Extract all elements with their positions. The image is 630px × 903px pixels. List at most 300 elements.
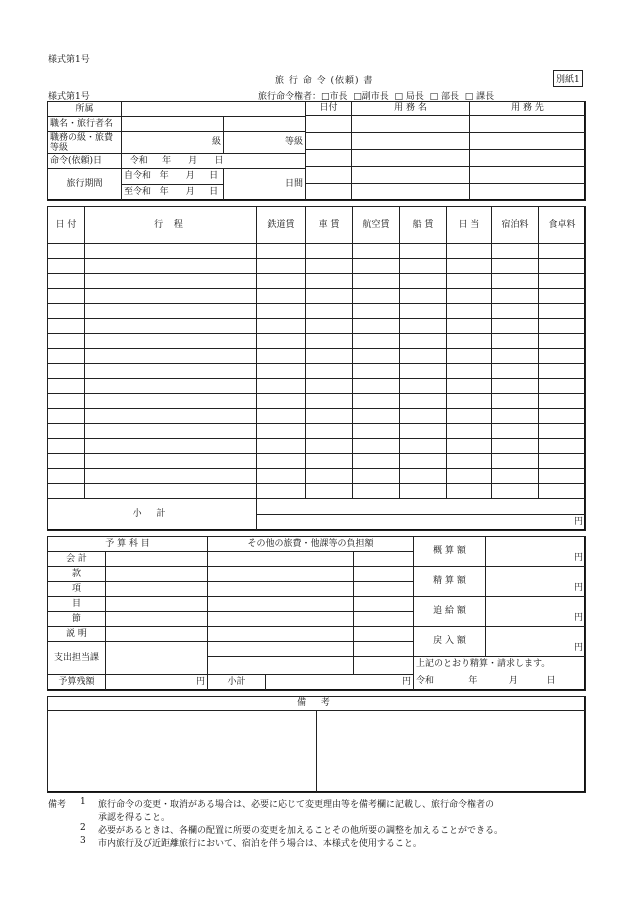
other-subtotal-label: 小計: [208, 675, 266, 691]
itinerary-row: [48, 394, 586, 409]
claim-year: 年: [468, 675, 478, 686]
itinerary-cell[interactable]: [257, 304, 306, 319]
business-table: [305, 101, 586, 201]
itinerary-cell[interactable]: [306, 304, 353, 319]
itinerary-cell[interactable]: [447, 244, 492, 259]
to-text: 至令和: [124, 187, 152, 197]
itinerary-cell[interactable]: [85, 289, 257, 304]
itinerary-cell[interactable]: [447, 394, 492, 409]
itinerary-cell[interactable]: [306, 409, 353, 424]
col-car: 車 賃: [306, 207, 353, 244]
other-amount[interactable]: [354, 612, 414, 627]
itinerary-cell[interactable]: [539, 439, 586, 454]
business-cell[interactable]: [470, 150, 586, 167]
other-field[interactable]: [208, 552, 354, 567]
budget-row-label: 目: [48, 597, 106, 612]
claim-reiwa: 令和: [416, 675, 435, 686]
itinerary-cell[interactable]: [447, 289, 492, 304]
itinerary-cell[interactable]: [353, 409, 400, 424]
itinerary-cell[interactable]: [85, 409, 257, 424]
amount-label: 概 算 額: [414, 537, 486, 567]
itinerary-cell[interactable]: [492, 469, 539, 484]
itinerary-cell[interactable]: [400, 289, 447, 304]
affiliation-label: 所属: [48, 102, 122, 117]
other-amount[interactable]: [354, 642, 414, 657]
itinerary-cell[interactable]: [400, 394, 447, 409]
other-expenses-table: [207, 536, 414, 691]
itinerary-cell[interactable]: [85, 439, 257, 454]
business-cell[interactable]: [352, 116, 470, 133]
from-month: 月: [185, 171, 195, 181]
itinerary-row: [48, 364, 586, 379]
other-field[interactable]: [208, 582, 354, 597]
other-field[interactable]: [208, 567, 354, 582]
name-field[interactable]: [224, 117, 306, 132]
remarks-field-left[interactable]: [48, 711, 317, 793]
itinerary-cell[interactable]: [539, 484, 586, 499]
budget-field[interactable]: [106, 627, 208, 642]
itinerary-row: [48, 454, 586, 469]
itinerary-cell[interactable]: [492, 289, 539, 304]
business-destination-header: 用 務 先: [470, 102, 586, 116]
itinerary-cell[interactable]: [48, 439, 85, 454]
itinerary-cell[interactable]: [400, 484, 447, 499]
itinerary-cell[interactable]: [539, 304, 586, 319]
itinerary-cell[interactable]: [48, 454, 85, 469]
itinerary-cell[interactable]: [447, 274, 492, 289]
itinerary-cell[interactable]: [400, 259, 447, 274]
itinerary-cell[interactable]: [353, 469, 400, 484]
col-lodging: 宿泊料: [492, 207, 539, 244]
period-days-field[interactable]: 日間: [224, 169, 306, 201]
itinerary-cell[interactable]: [400, 364, 447, 379]
itinerary-cell[interactable]: [85, 364, 257, 379]
authority-section-chief[interactable]: □ 課長: [464, 92, 495, 102]
budget-field[interactable]: [106, 582, 208, 597]
other-field[interactable]: [208, 657, 354, 675]
budget-field[interactable]: [106, 552, 208, 567]
itinerary-cell[interactable]: [353, 319, 400, 334]
budget-row-label: 節: [48, 612, 106, 627]
authority-vice-mayor[interactable]: □副市長: [353, 92, 389, 102]
itinerary-row: [48, 244, 586, 259]
itinerary-cell[interactable]: [447, 439, 492, 454]
itinerary-cell[interactable]: [447, 319, 492, 334]
itinerary-cell[interactable]: [48, 379, 85, 394]
itinerary-cell[interactable]: [539, 274, 586, 289]
form-number: 様式第1号: [48, 92, 90, 102]
itinerary-cell[interactable]: [353, 439, 400, 454]
itinerary-row: [48, 319, 586, 334]
itinerary-cell[interactable]: [400, 334, 447, 349]
itinerary-cell[interactable]: [539, 289, 586, 304]
itinerary-cell[interactable]: [400, 244, 447, 259]
reiwa-text: 令和: [129, 155, 148, 166]
itinerary-cell[interactable]: [400, 469, 447, 484]
day-text: 日: [214, 155, 224, 166]
month-text: 月: [188, 155, 198, 166]
to-year: 年: [159, 187, 169, 197]
itinerary-cell[interactable]: [492, 484, 539, 499]
amount-refund-field[interactable]: 円: [486, 627, 586, 657]
from-day: 日: [209, 171, 219, 181]
note-text: 市内旅行及び近距離旅行において、宿泊を伴う場合は、本様式を使用すること。: [98, 839, 422, 849]
itinerary-cell[interactable]: [447, 454, 492, 469]
itinerary-cell[interactable]: [306, 259, 353, 274]
itinerary-cell[interactable]: [353, 259, 400, 274]
itinerary-cell[interactable]: [400, 304, 447, 319]
amounts-table: [413, 536, 586, 691]
itinerary-row: [48, 304, 586, 319]
itinerary-cell[interactable]: [400, 319, 447, 334]
itinerary-cell[interactable]: [492, 454, 539, 469]
itinerary-cell[interactable]: [306, 469, 353, 484]
amount-settlement-field[interactable]: 円: [486, 567, 586, 597]
itinerary-cell[interactable]: [353, 304, 400, 319]
itinerary-row: [48, 469, 586, 484]
budget-field[interactable]: [106, 642, 208, 675]
budget-remaining-field[interactable]: 円: [106, 675, 208, 691]
budget-row-label: 説 明: [48, 627, 106, 642]
itinerary-cell[interactable]: [400, 454, 447, 469]
authority-dept-chief[interactable]: □ 部長: [429, 92, 459, 102]
remarks-title: 備 考: [48, 697, 586, 711]
name-title-label: 職名・旅行者名: [48, 117, 122, 132]
note-num: 1: [80, 797, 86, 807]
from-text: 自令和: [124, 171, 152, 181]
authority-mayor[interactable]: □市長: [321, 92, 348, 102]
itinerary-row: [48, 259, 586, 274]
itinerary-cell[interactable]: [257, 424, 306, 439]
col-route: 行 程: [85, 207, 257, 244]
page-title: 旅 行 命 令 (依頼) 書: [275, 76, 374, 86]
itinerary-cell[interactable]: [48, 469, 85, 484]
business-cell[interactable]: [470, 116, 586, 133]
subtotal-spacer: [257, 499, 586, 515]
itinerary-cell[interactable]: [539, 409, 586, 424]
order-date-label: 命令(依頼)日: [48, 154, 122, 169]
other-amount[interactable]: [354, 582, 414, 597]
itinerary-cell[interactable]: [492, 304, 539, 319]
itinerary-cell[interactable]: [539, 394, 586, 409]
budget-row-label: 会 計: [48, 552, 106, 567]
itinerary-row: [48, 424, 586, 439]
itinerary-cell[interactable]: [257, 379, 306, 394]
itinerary-cell[interactable]: [306, 394, 353, 409]
itinerary-cell[interactable]: [353, 424, 400, 439]
itinerary-cell[interactable]: [353, 274, 400, 289]
business-name-header: 用 務 名: [352, 102, 470, 116]
itinerary-row: [48, 484, 586, 499]
itinerary-cell[interactable]: [306, 424, 353, 439]
itinerary-cell[interactable]: [447, 349, 492, 364]
itinerary-cell[interactable]: [48, 334, 85, 349]
itinerary-cell[interactable]: [85, 484, 257, 499]
col-daily: 日 当: [447, 207, 492, 244]
budget-row-label: 項: [48, 582, 106, 597]
itinerary-cell[interactable]: [306, 454, 353, 469]
authority-bureau-chief[interactable]: □ 局長: [394, 92, 424, 102]
title-field[interactable]: [122, 117, 224, 132]
itinerary-cell[interactable]: [306, 274, 353, 289]
to-month: 月: [185, 187, 195, 197]
amount-label: 精 算 額: [414, 567, 486, 597]
itinerary-cell[interactable]: [353, 349, 400, 364]
form-number-top: 様式第1号: [48, 55, 90, 65]
other-amount[interactable]: [354, 597, 414, 612]
budget-field[interactable]: [106, 597, 208, 612]
grade-label: 職務の級・旅費等級: [48, 132, 122, 154]
business-cell[interactable]: [306, 133, 352, 150]
itinerary-cell[interactable]: [492, 244, 539, 259]
itinerary-cell[interactable]: [447, 409, 492, 424]
itinerary-row: [48, 334, 586, 349]
note-text: 旅行命令の変更・取消がある場合は、必要に応じて変更理由等を備考欄に記載し、旅行命令権者の: [98, 800, 495, 810]
itinerary-cell[interactable]: [85, 394, 257, 409]
itinerary-cell[interactable]: [257, 469, 306, 484]
order-date-field[interactable]: [122, 154, 306, 169]
itinerary-cell[interactable]: [85, 304, 257, 319]
itinerary-cell[interactable]: [257, 289, 306, 304]
itinerary-row: [48, 409, 586, 424]
claim-date-field[interactable]: [414, 673, 586, 691]
itinerary-cell[interactable]: [539, 244, 586, 259]
itinerary-cell[interactable]: [492, 439, 539, 454]
itinerary-cell[interactable]: [492, 319, 539, 334]
itinerary-cell[interactable]: [257, 439, 306, 454]
period-from-field[interactable]: [122, 169, 224, 185]
business-cell[interactable]: [352, 167, 470, 184]
itinerary-cell[interactable]: [400, 424, 447, 439]
itinerary-cell[interactable]: [48, 394, 85, 409]
other-field[interactable]: [208, 642, 354, 657]
itinerary-cell[interactable]: [306, 349, 353, 364]
itinerary-cell[interactable]: [353, 454, 400, 469]
itinerary-cell[interactable]: [539, 379, 586, 394]
budget-field[interactable]: [106, 567, 208, 582]
itinerary-cell[interactable]: [539, 364, 586, 379]
itinerary-cell[interactable]: [492, 364, 539, 379]
budget-title: 予 算 科 目: [48, 537, 208, 552]
itinerary-cell[interactable]: [257, 394, 306, 409]
itinerary-cell[interactable]: [353, 379, 400, 394]
itinerary-cell[interactable]: [85, 334, 257, 349]
itinerary-cell[interactable]: [257, 259, 306, 274]
itinerary-cell[interactable]: [48, 409, 85, 424]
itinerary-cell[interactable]: [539, 334, 586, 349]
subtotal-field[interactable]: 円: [257, 515, 586, 531]
itinerary-cell[interactable]: [306, 439, 353, 454]
itinerary-cell[interactable]: [447, 364, 492, 379]
itinerary-cell[interactable]: [400, 379, 447, 394]
remarks-field-right[interactable]: [317, 711, 586, 793]
itinerary-cell[interactable]: [85, 349, 257, 364]
subtotal-label: 小 計: [48, 499, 257, 531]
itinerary-cell[interactable]: [539, 469, 586, 484]
itinerary-cell[interactable]: [447, 379, 492, 394]
remarks-table: [47, 696, 586, 793]
business-cell[interactable]: [306, 167, 352, 184]
itinerary-cell[interactable]: [48, 304, 85, 319]
itinerary-cell[interactable]: [492, 259, 539, 274]
amount-additional-field[interactable]: 円: [486, 597, 586, 627]
itinerary-row: [48, 274, 586, 289]
itinerary-cell[interactable]: [85, 274, 257, 289]
col-meal: 食卓料: [539, 207, 586, 244]
business-cell[interactable]: [470, 184, 586, 201]
business-cell[interactable]: [470, 133, 586, 150]
amount-estimate-field[interactable]: 円: [486, 537, 586, 567]
business-cell[interactable]: [306, 184, 352, 201]
itinerary-cell[interactable]: [539, 454, 586, 469]
note-text: 必要があるときは、各欄の配置に所要の変更を加えることその他所要の調整を加えることができる。: [98, 826, 504, 836]
itinerary-cell[interactable]: [85, 319, 257, 334]
itinerary-cell[interactable]: [48, 424, 85, 439]
itinerary-cell[interactable]: [492, 409, 539, 424]
traveler-info-table: [47, 101, 306, 201]
attachment-label: 別紙1: [553, 70, 583, 87]
itinerary-cell[interactable]: [447, 484, 492, 499]
other-amount[interactable]: [354, 567, 414, 582]
other-amount[interactable]: [354, 552, 414, 567]
itinerary-cell[interactable]: [539, 319, 586, 334]
other-field[interactable]: [208, 627, 354, 642]
itinerary-cell[interactable]: [85, 469, 257, 484]
budget-field[interactable]: [106, 612, 208, 627]
itinerary-cell[interactable]: [400, 409, 447, 424]
itinerary-cell[interactable]: [257, 349, 306, 364]
itinerary-cell[interactable]: [306, 484, 353, 499]
col-rail: 鉄道賃: [257, 207, 306, 244]
itinerary-cell[interactable]: [48, 289, 85, 304]
itinerary-cell[interactable]: [400, 274, 447, 289]
itinerary-cell[interactable]: [257, 319, 306, 334]
grade-field[interactable]: 級: [122, 132, 224, 154]
itinerary-cell[interactable]: [85, 244, 257, 259]
itinerary-cell[interactable]: [492, 274, 539, 289]
to-day: 日: [209, 187, 219, 197]
itinerary-cell[interactable]: [48, 349, 85, 364]
itinerary-row: [48, 349, 586, 364]
affiliation-field[interactable]: [122, 102, 306, 117]
itinerary-cell[interactable]: [306, 364, 353, 379]
itinerary-cell[interactable]: [257, 364, 306, 379]
itinerary-cell[interactable]: [492, 394, 539, 409]
budget-table: [47, 536, 208, 691]
period-label: 旅行期間: [48, 169, 122, 201]
itinerary-cell[interactable]: [257, 409, 306, 424]
itinerary-cell[interactable]: [257, 454, 306, 469]
year-text: 年: [162, 155, 172, 166]
itinerary-row: [48, 379, 586, 394]
itinerary-cell[interactable]: [48, 484, 85, 499]
budget-row-label: 支出担当課: [48, 642, 106, 675]
itinerary-cell[interactable]: [306, 379, 353, 394]
itinerary-cell[interactable]: [306, 244, 353, 259]
itinerary-cell[interactable]: [492, 379, 539, 394]
budget-row-label: 款: [48, 567, 106, 582]
itinerary-cell[interactable]: [447, 304, 492, 319]
itinerary-cell[interactable]: [492, 424, 539, 439]
business-cell[interactable]: [352, 133, 470, 150]
itinerary-cell[interactable]: [447, 334, 492, 349]
itinerary-cell[interactable]: [447, 469, 492, 484]
note-num: 3: [80, 836, 86, 846]
business-cell[interactable]: [306, 116, 352, 133]
itinerary-cell[interactable]: [85, 259, 257, 274]
authority-label: 旅行命令権者：: [258, 92, 322, 102]
itinerary-cell[interactable]: [353, 364, 400, 379]
itinerary-row: [48, 289, 586, 304]
itinerary-cell[interactable]: [353, 289, 400, 304]
itinerary-cell[interactable]: [306, 289, 353, 304]
declaration: 上記のとおり精算・請求します。: [414, 657, 586, 673]
itinerary-cell[interactable]: [539, 424, 586, 439]
business-date-header: 日付: [306, 102, 352, 116]
itinerary-cell[interactable]: [48, 259, 85, 274]
other-field[interactable]: [208, 597, 354, 612]
itinerary-cell[interactable]: [539, 349, 586, 364]
itinerary-cell[interactable]: [400, 439, 447, 454]
itinerary-cell[interactable]: [353, 394, 400, 409]
amount-label: 戻 入 額: [414, 627, 486, 657]
itinerary-cell[interactable]: [48, 319, 85, 334]
itinerary-cell[interactable]: [353, 334, 400, 349]
itinerary-table: [47, 206, 586, 531]
itinerary-cell[interactable]: [257, 334, 306, 349]
business-cell[interactable]: [352, 184, 470, 201]
itinerary-cell[interactable]: [306, 319, 353, 334]
from-year: 年: [159, 171, 169, 181]
itinerary-cell[interactable]: [48, 274, 85, 289]
other-subtotal-field[interactable]: 円: [266, 675, 414, 691]
itinerary-cell[interactable]: [447, 259, 492, 274]
amount-label: 追 給 額: [414, 597, 486, 627]
itinerary-cell[interactable]: [353, 244, 400, 259]
itinerary-cell[interactable]: [85, 454, 257, 469]
itinerary-cell[interactable]: [447, 424, 492, 439]
itinerary-cell[interactable]: [400, 349, 447, 364]
col-air: 航空賃: [353, 207, 400, 244]
itinerary-cell[interactable]: [257, 274, 306, 289]
col-ship: 船 賃: [400, 207, 447, 244]
note-num: 2: [80, 823, 86, 833]
business-cell[interactable]: [306, 150, 352, 167]
itinerary-cell[interactable]: [257, 244, 306, 259]
itinerary-cell[interactable]: [257, 484, 306, 499]
claim-day: 日: [546, 675, 556, 686]
other-title: その他の旅費・他課等の負担額: [208, 537, 414, 552]
note-text: 承認を得ること。: [98, 813, 171, 823]
business-cell[interactable]: [470, 167, 586, 184]
other-amount[interactable]: [354, 657, 414, 675]
other-amount[interactable]: [354, 627, 414, 642]
itinerary-cell[interactable]: [48, 364, 85, 379]
grade-class-field[interactable]: 等級: [224, 132, 306, 154]
other-field[interactable]: [208, 612, 354, 627]
itinerary-cell[interactable]: [85, 424, 257, 439]
itinerary-cell[interactable]: [492, 349, 539, 364]
period-to-field[interactable]: [122, 185, 224, 201]
business-cell[interactable]: [352, 150, 470, 167]
itinerary-cell[interactable]: [492, 334, 539, 349]
itinerary-cell[interactable]: [353, 484, 400, 499]
itinerary-cell[interactable]: [85, 379, 257, 394]
itinerary-cell[interactable]: [48, 244, 85, 259]
itinerary-cell[interactable]: [539, 259, 586, 274]
itinerary-cell[interactable]: [306, 334, 353, 349]
budget-row-label: 予算残額: [48, 675, 106, 691]
